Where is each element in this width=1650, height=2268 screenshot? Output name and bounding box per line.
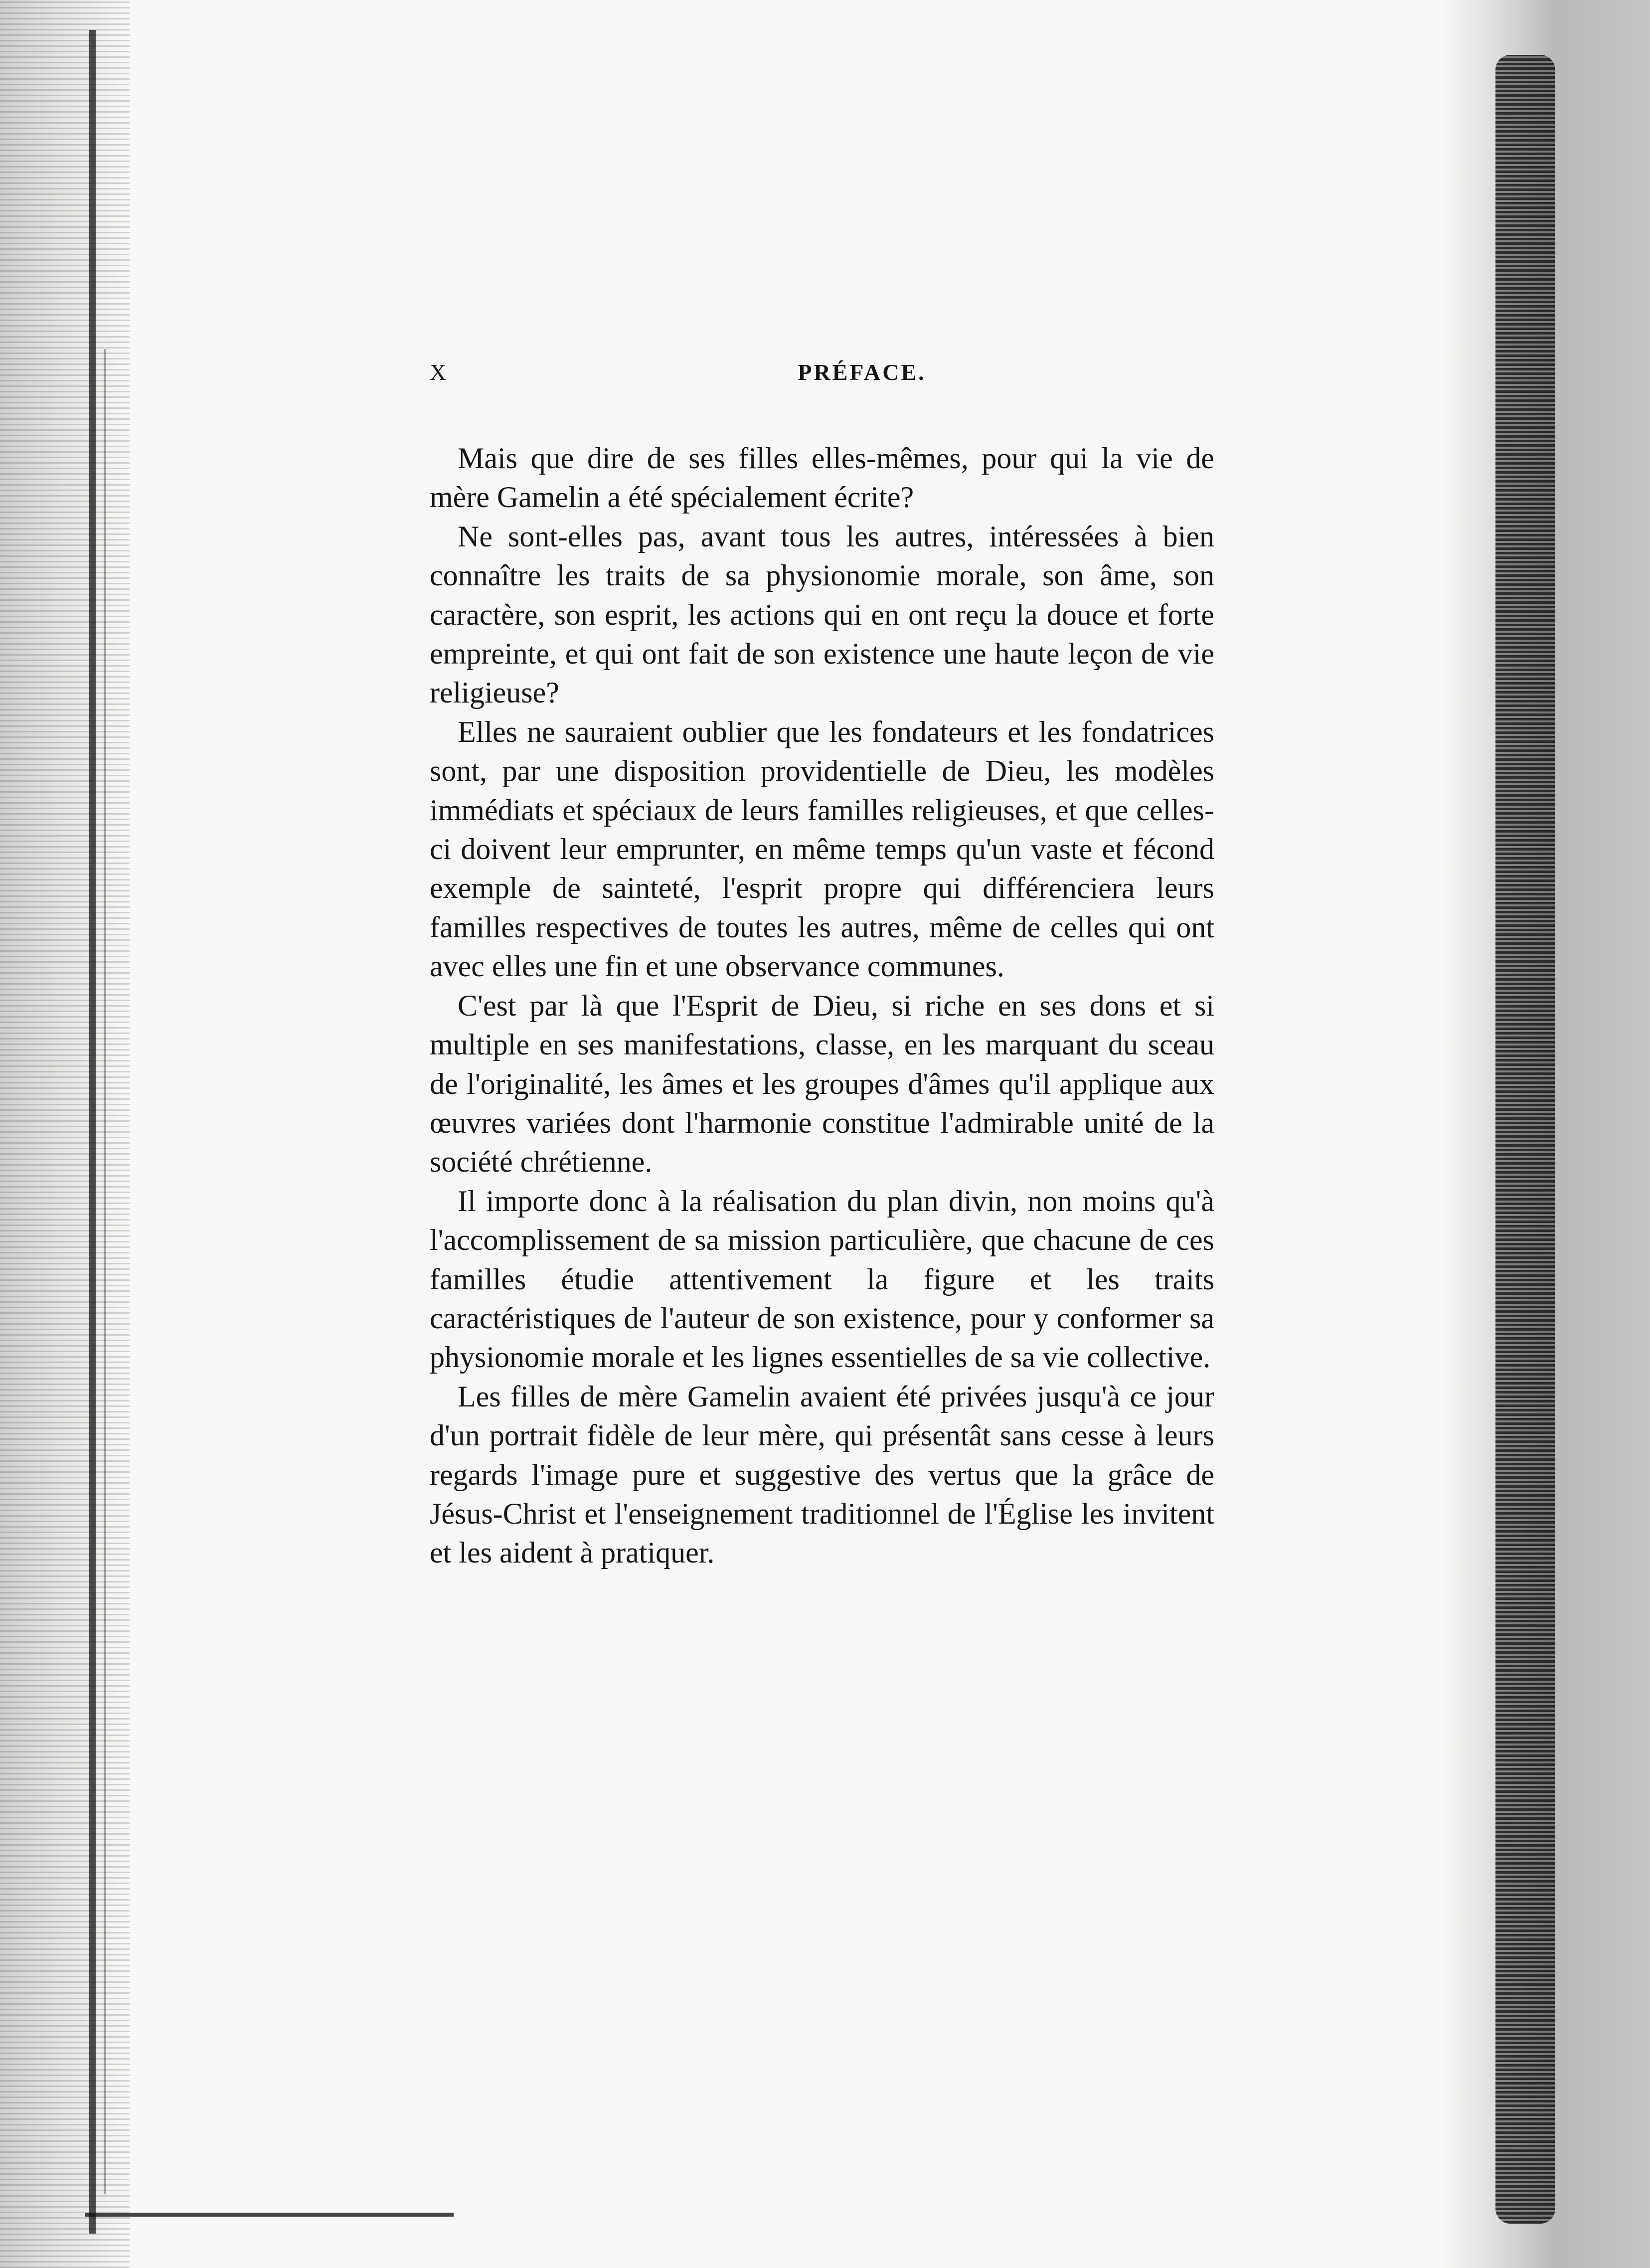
scan-binding-line-secondary [104,349,106,2194]
scan-binding-line [89,30,96,2234]
paragraph-3: Elles ne sauraient oublier que les fondateurs et les fondatrices sont, par une disposition providentielle de Dieu, les modèles immédiats et spéciaux de leurs familles religieuses, et que celles-ci doivent leur emprunter, en même temps qu'un vaste et fécond exemple de sainteté, l'esprit propre qui différenciera leurs familles respectives de toutes les autres, même de celles qui ont avec elles une fin et une observance communes. [430,715,1214,983]
paragraph-4: C'est par là que l'Esprit de Dieu, si riche en ses dons et si multiple en ses manifestations, classe, en les marquant du sceau de l'originalité, les âmes et les groupes d'âmes qu'il applique aux œuvres variées dont l'harmonie constitue l'admirable unité de la société chrétienne. [430,989,1214,1179]
paragraph-1: Mais que dire de ses filles elles-mêmes, pour qui la vie de mère Gamelin a été spécialement écrite? [430,442,1214,514]
paragraph-2: Ne sont-elles pas, avant tous les autres, intéressées à bien connaître les traits de sa physionomie morale, son âme, son caractère, son esprit, les actions qui en ont reçu la douce et forte empreinte, et qui ont fait de son existence une haute leçon de vie religieuse? [430,520,1214,709]
scan-shadow-band [1495,55,1555,2224]
page-number: X [430,359,448,385]
scan-bottom-rule [85,2213,454,2217]
body-text [430,439,1214,1572]
paragraph-6: Les filles de mère Gamelin avaient été privées jusqu'à ce jour d'un portrait fidèle de leur mère, qui présentât sans cesse à leurs regards l'image pure et suggestive des vertus que la grâce de Jésus-Christ et l'enseignement traditionnel de l'Église les invitent et les aident à pratiquer. [430,1380,1214,1570]
running-title: PRÉFACE. [798,359,926,385]
paragraph-5: Il importe donc à la réalisation du plan divin, non moins qu'à l'accomplissement de sa mission particulière, que chacune de ces familles étudie attentivement la figure et les traits caractéristiques de l'auteur de son existence, pour y conformer sa physionomie morale et les lignes essentielles de sa vie collective. [430,1184,1214,1374]
page-header [430,359,1214,399]
scan-edge-left [0,0,130,2268]
